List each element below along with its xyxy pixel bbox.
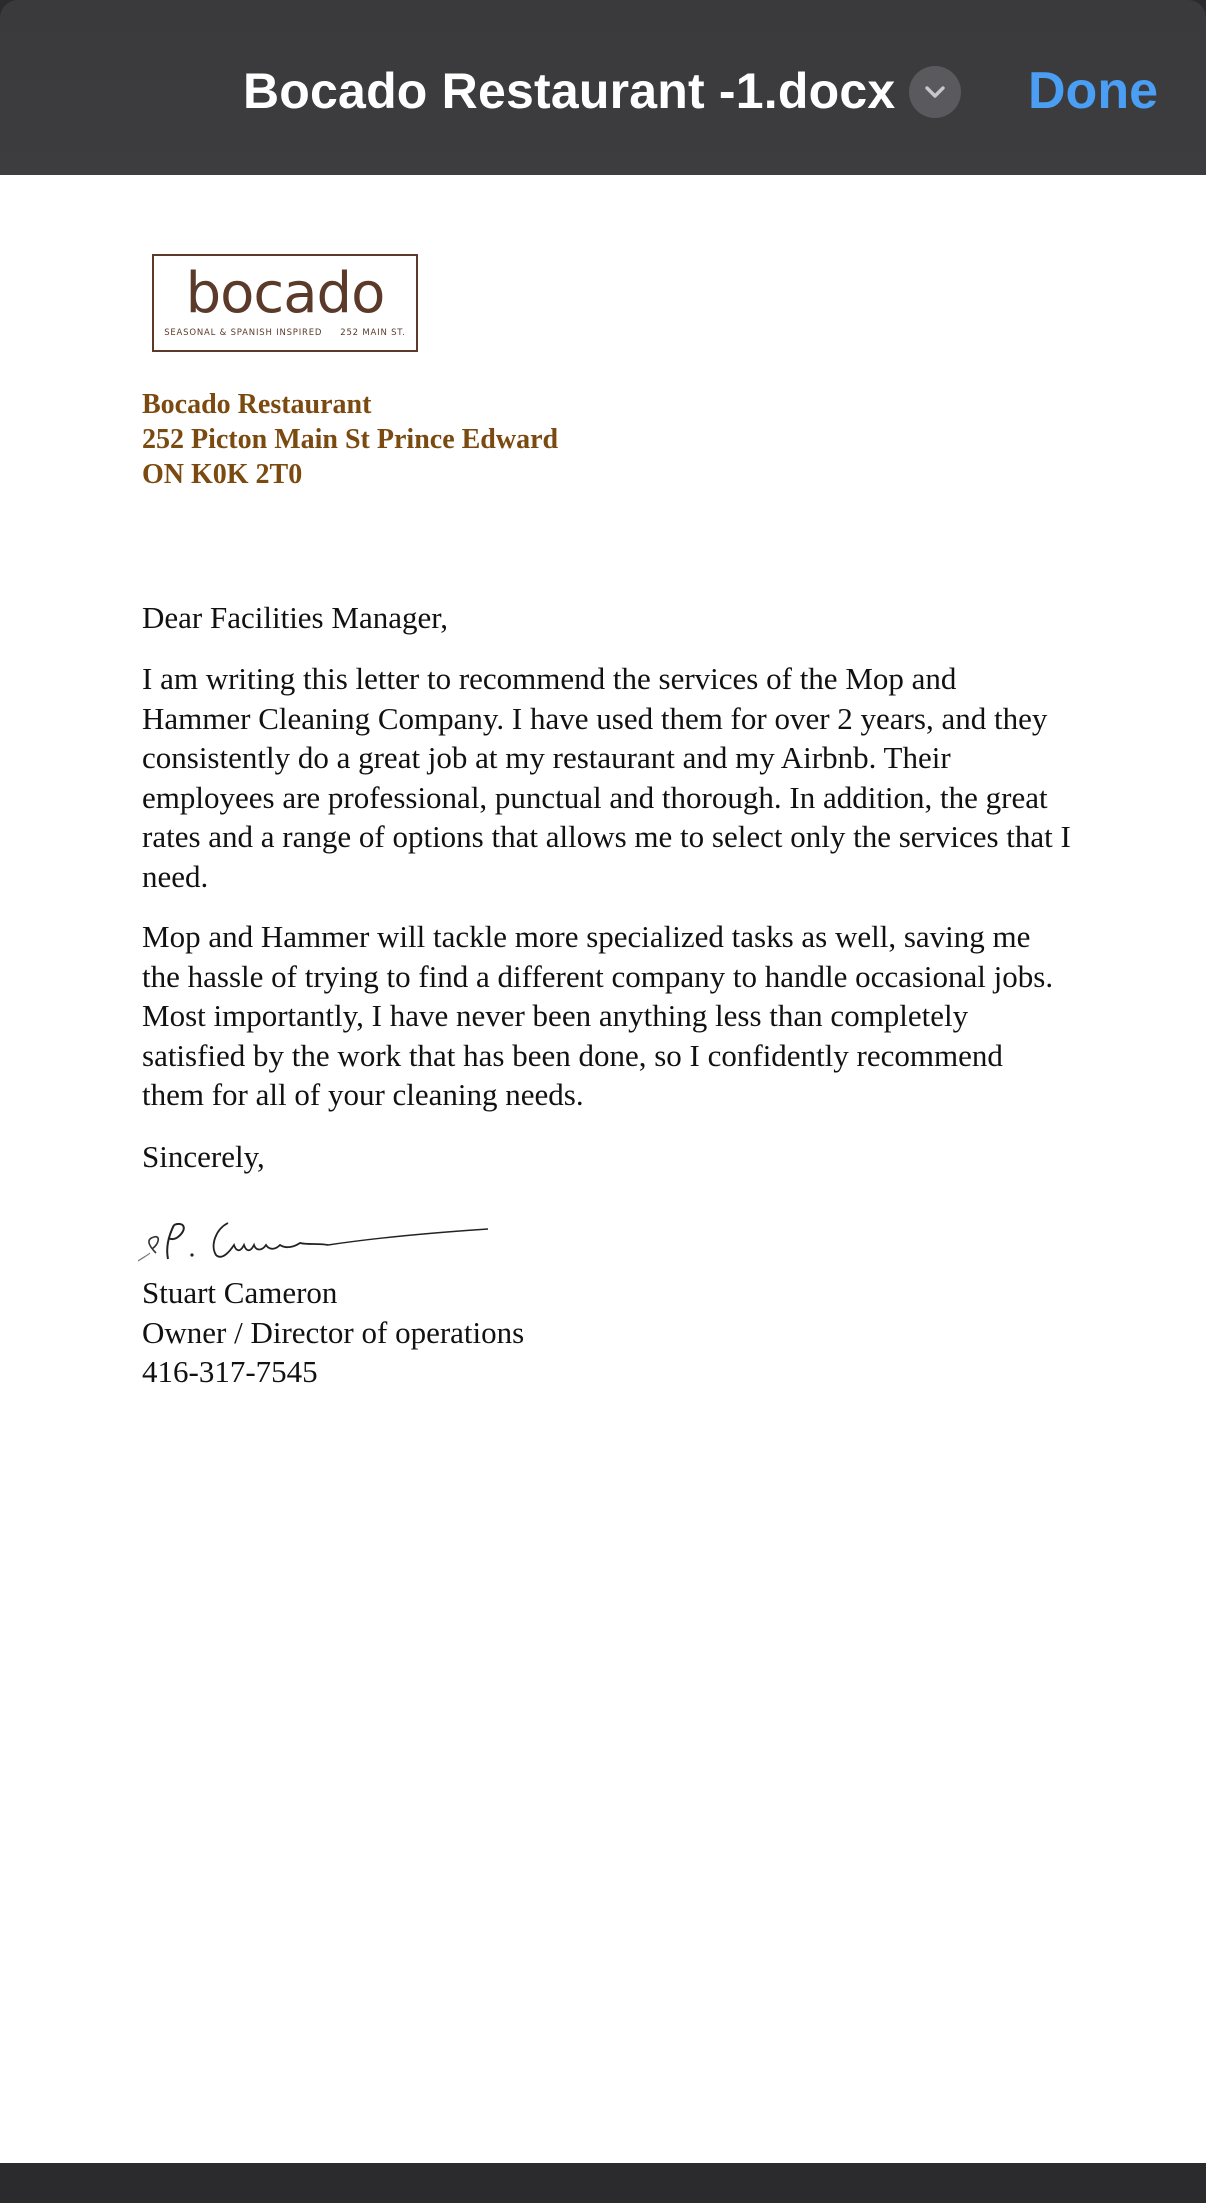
signer-title: Owner / Director of operations [142,1314,525,1350]
closing: Sincerely, [142,1139,265,1174]
done-button[interactable]: Done [1028,62,1158,120]
letterhead [142,387,558,492]
logo-tagline-left: SEASONAL & SPANISH INSPIRED [164,328,323,338]
title-menu-button[interactable] [909,66,961,118]
bocado-logo [152,254,418,352]
handwritten-signature [138,1215,498,1270]
address-line-1: 252 Picton Main St Prince Edward [142,424,559,455]
bottom-toolbar [0,2163,1206,2203]
chevron-down-icon [923,84,947,100]
body-paragraph-1: I am writing this letter to recommend the services of the Mop and Hammer Cleaning Company. I have used them for over 2 years, and they consistently do a great job at my restaurant and my Airbnb. Their employees are professional, punctual and thorough. In addition, the great rates and a range of options that allows me to select only the services that I need. [142,661,1071,894]
logo-wordmark: bocado [185,261,385,326]
signer-phone: 416-317-7545 [142,1354,318,1389]
signature-block [142,1273,524,1392]
signer-name: Stuart Cameron [142,1275,338,1310]
address-line-2: ON K0K 2T0 [142,459,303,490]
navigation-bar [0,0,1206,175]
body-paragraph-2: Mop and Hammer will tackle more specialized tasks as well, saving me the hassle of trying to find a different company to handle occasional jobs. Most importantly, I have never been anything less than completely satisfied by the work that has been done, so I confidently recommend them for all of your cleaning needs. [142,919,1054,1112]
document-title[interactable]: Bocado Restaurant -1.docx [243,63,896,119]
salutation: Dear Facilities Manager, [142,600,449,635]
logo-tagline [154,328,416,338]
restaurant-name: Bocado Restaurant [142,389,372,420]
document-page[interactable] [0,175,1206,2163]
logo-tagline-right: 252 MAIN ST. [340,328,406,338]
